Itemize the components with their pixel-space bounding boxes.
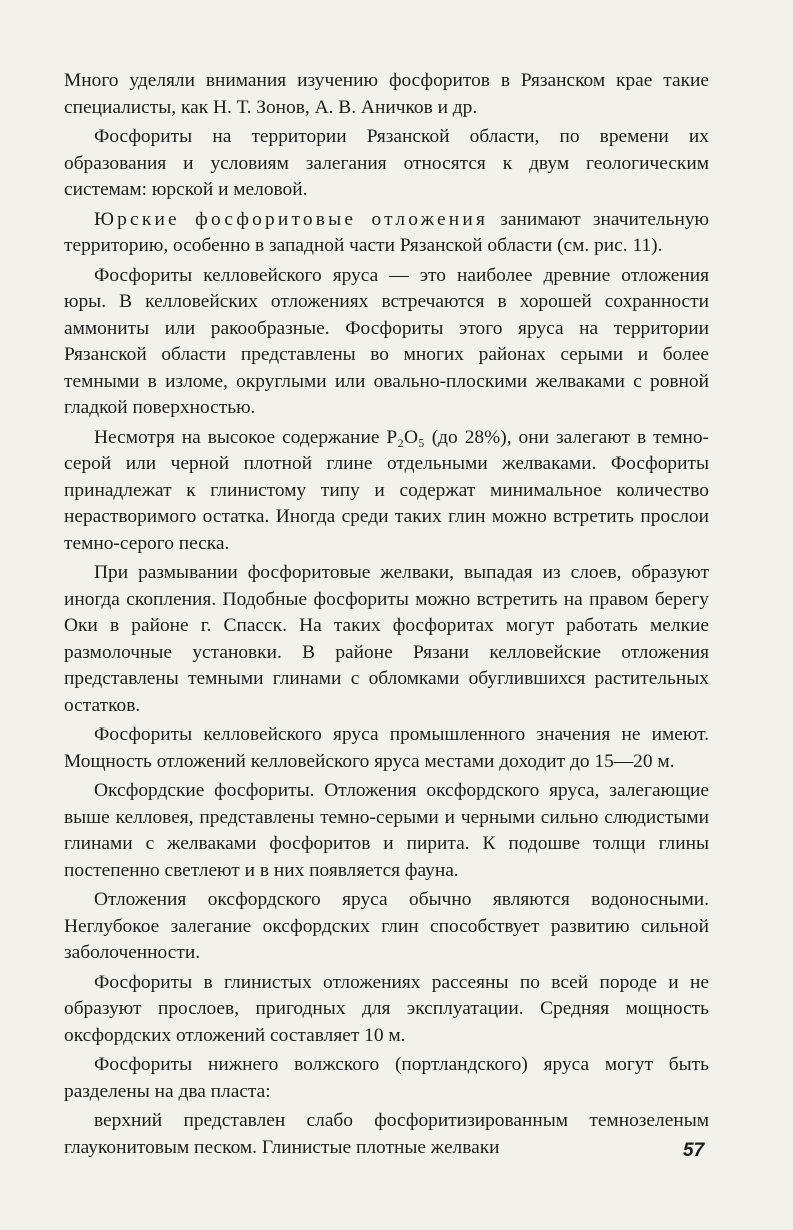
paragraph-text: занимают значительную территорию, особенно в западной части Рязанской области (см. рис. 11).	[64, 208, 709, 256]
paragraph-washout: При размывании фосфоритовые желваки, выпадая из слоев, образуют иногда скопления. Подобные фосфориты можно встретить на правом берегу Оки в районе г. Спасск. На таких фосфоритах могут работать мелкие размолочные установки. В районе Рязани келловейские отложения представлены темными глинами с обломками обуглившихся растительных остатков.	[64, 562, 709, 716]
page-number: 57	[683, 1140, 705, 1161]
paragraph-volgian: Фосфориты нижнего волжского (портландского) яруса могут быть разделены на два пласта:	[64, 1054, 709, 1102]
spaced-heading: Юрские фосфоритовые отложения	[94, 208, 489, 230]
paragraph-geologic-systems: Фосфориты на территории Рязанской области, по времени их образования и условиям залегания относятся к двум геологическим системам: юрской и меловой.	[64, 126, 709, 200]
paragraph-callovian: Фосфориты келловейского яруса — это наиболее древние отложения юры. В келловейских отложениях встречаются в хорошей сохранности аммониты или ракообразные. Фосфориты этого яруса на территории Рязанской области представлены во многих районах серыми и более темными в изломе, округлыми или овально-плоскими желваками с ровной гладкой поверхностью.	[64, 264, 709, 418]
paragraph-p2o5-content: Несмотря на высокое содержание P₂O₅ (до 28%), они залегают в темно-серой или черной плотной глине отдельными желваками. Фосфориты принадлежат к глинистому типу и содержат минимальное количество нерастворимого остатка. Иногда среди таких глин можно встретить прослои темно-серого песка.	[64, 426, 709, 554]
paragraph-callovian-thickness: Фосфориты келловейского яруса промышленного значения не имеют. Мощность отложений келловейского яруса местами доходит до 15—20 м.	[64, 724, 709, 772]
paragraph-oxfordian-thickness: Фосфориты в глинистых отложениях рассеяны по всей породе и не образуют прослоев, пригодных для эксплуатации. Средняя мощность оксфордских отложений составляет 10 м.	[64, 971, 709, 1046]
body-text	[64, 68, 709, 1164]
paragraph-oxfordian: Оксфордские фосфориты. Отложения оксфордского яруса, залегающие выше келловея, представлены темно-серыми и черными сильно слюдистыми глинами с желваками фосфоритов и пирита. К подошве толщи глины постепенно светлеют и в них появляется фауна.	[64, 780, 709, 881]
paragraph-upper-layer: верхний представлен слабо фосфоритизированным темнозеленым глауконитовым песком. Глинистые плотные желваки	[64, 1110, 709, 1158]
paragraph-intro: Много уделяли внимания изучению фосфоритов в Рязанском крае такие специалисты, как Н. Т. Зонов, А. В. Аничков и др.	[64, 70, 709, 118]
paragraph-jurassic-deposits	[64, 207, 709, 260]
paragraph-oxfordian-water: Отложения оксфордского яруса обычно являются водоносными. Неглубокое залегание оксфордских глин способствует развитию сильной заболоченности.	[64, 889, 709, 963]
